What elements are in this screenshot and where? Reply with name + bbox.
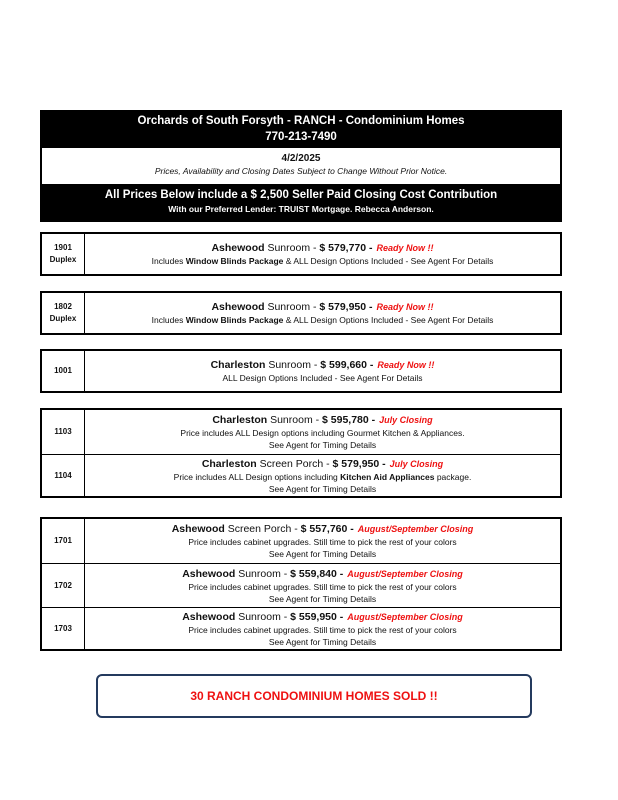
header-block bbox=[40, 110, 562, 222]
desc-text: package. bbox=[434, 471, 472, 482]
listing-price: $ 579,950 - bbox=[329, 457, 386, 470]
listing-title bbox=[85, 610, 560, 624]
home-style: Sunroom - bbox=[265, 359, 318, 371]
unit-id: 1802 bbox=[54, 302, 72, 311]
unit-id: 1702 bbox=[54, 580, 72, 590]
listing-row bbox=[42, 234, 560, 274]
listing-row bbox=[42, 410, 560, 454]
agent-note: See Agent for Timing Details bbox=[268, 549, 377, 559]
model-name: Charleston bbox=[212, 414, 268, 426]
unit-type: Duplex bbox=[49, 255, 77, 264]
listing-row bbox=[42, 607, 560, 650]
listing-price: $ 559,840 - bbox=[287, 567, 344, 580]
availability-status: July Closing bbox=[379, 415, 433, 425]
listing-description: Price includes cabinet upgrades. Still time to pick the rest of your colors bbox=[188, 537, 457, 547]
availability-status: Ready Now !! bbox=[377, 360, 435, 370]
listing-row bbox=[42, 293, 560, 333]
listing-row bbox=[42, 454, 560, 496]
listing-group bbox=[40, 232, 562, 276]
header-promo-band bbox=[42, 184, 560, 220]
listing-row bbox=[42, 563, 560, 607]
desc-highlight: Window Blinds Package bbox=[185, 315, 284, 325]
home-style: Screen Porch - bbox=[256, 457, 330, 470]
unit-id: 1104 bbox=[54, 470, 72, 480]
availability-status: August/September Closing bbox=[347, 612, 463, 622]
availability-status: August/September Closing bbox=[357, 524, 474, 534]
agent-note: See Agent for Timing Details bbox=[268, 483, 377, 494]
unit-number bbox=[42, 293, 85, 333]
listing-row bbox=[42, 351, 560, 391]
change-notice: Prices, Availability and Closing Dates Subject to Change Without Prior Notice. bbox=[154, 166, 448, 176]
unit-number bbox=[42, 410, 85, 454]
availability-status: Ready Now !! bbox=[376, 302, 434, 312]
listing-group bbox=[40, 291, 562, 335]
listing-group bbox=[40, 517, 562, 651]
unit-id: 1103 bbox=[54, 427, 72, 436]
desc-text: Price includes ALL Design options including bbox=[173, 471, 341, 482]
community-title: Orchards of South Forsyth - RANCH - Condominium Homes bbox=[137, 115, 465, 127]
unit-number bbox=[42, 519, 85, 563]
unit-id: 1901 bbox=[54, 243, 72, 252]
listing-detail bbox=[85, 234, 560, 274]
unit-number bbox=[42, 455, 85, 496]
listing-detail bbox=[85, 351, 560, 391]
listing-price: $ 599,660 - bbox=[317, 359, 374, 371]
desc-text: ALL Design Options Included - See Agent For Details bbox=[222, 373, 423, 383]
unit-type: Duplex bbox=[49, 314, 77, 323]
listing-detail bbox=[85, 519, 560, 563]
homes-sold-banner: 30 RANCH CONDOMINIUM HOMES SOLD !! bbox=[96, 674, 532, 718]
listing-detail bbox=[85, 455, 560, 496]
listing-description: Price includes ALL Design options including Gourmet Kitchen & Appliances. bbox=[180, 428, 465, 438]
listing-title bbox=[85, 413, 560, 427]
availability-status: July Closing bbox=[389, 458, 444, 469]
listing-description bbox=[85, 255, 560, 267]
agent-note: See Agent for Timing Details bbox=[268, 440, 377, 450]
header-title-band bbox=[42, 112, 560, 148]
desc-highlight: Window Blinds Package bbox=[185, 256, 284, 266]
agent-note: See Agent for Timing Details bbox=[268, 593, 377, 604]
listing-price: $ 595,780 - bbox=[319, 414, 376, 426]
listing-price: $ 559,950 - bbox=[287, 611, 344, 623]
listing-title bbox=[85, 358, 560, 372]
listing-row bbox=[42, 519, 560, 563]
desc-text: Includes bbox=[151, 256, 186, 266]
listing-detail bbox=[85, 410, 560, 454]
home-style: Sunroom - bbox=[235, 567, 288, 580]
availability-status: August/September Closing bbox=[347, 568, 463, 579]
listing-description bbox=[85, 372, 560, 384]
unit-id: 1701 bbox=[54, 536, 72, 545]
listing-group bbox=[40, 349, 562, 393]
model-name: Ashewood bbox=[171, 523, 225, 535]
phone-number: 770-213-7490 bbox=[265, 131, 337, 143]
home-style: Sunroom - bbox=[267, 414, 320, 426]
unit-number bbox=[42, 608, 85, 650]
model-name: Ashewood bbox=[182, 611, 236, 623]
price-date: 4/2/2025 bbox=[281, 153, 321, 164]
desc-text: Includes bbox=[151, 315, 186, 325]
unit-number bbox=[42, 564, 85, 607]
desc-text: & ALL Design Options Included - See Agent For Details bbox=[283, 256, 494, 266]
agent-note: See Agent for Timing Details bbox=[268, 637, 377, 647]
listing-title bbox=[85, 522, 560, 536]
home-style: Sunroom - bbox=[264, 242, 317, 254]
home-style: Sunroom - bbox=[264, 301, 317, 313]
listing-price: $ 557,760 - bbox=[297, 523, 354, 535]
desc-highlight: Kitchen Aid Appliances bbox=[340, 471, 435, 482]
listing-price: $ 579,770 - bbox=[316, 242, 373, 254]
model-name: Charleston bbox=[201, 457, 257, 470]
unit-number bbox=[42, 351, 85, 391]
listing-group bbox=[40, 408, 562, 498]
listing-price: $ 579,950 - bbox=[316, 301, 373, 313]
home-style: Sunroom - bbox=[235, 611, 288, 623]
listing-detail bbox=[85, 608, 560, 650]
unit-number bbox=[42, 234, 85, 274]
listing-detail bbox=[85, 293, 560, 333]
availability-status: Ready Now !! bbox=[376, 243, 434, 253]
closing-cost-promo: All Prices Below include a $ 2,500 Seller Paid Closing Cost Contribution bbox=[104, 189, 498, 201]
unit-id: 1703 bbox=[54, 624, 72, 633]
model-name: Ashewood bbox=[182, 567, 236, 580]
header-date-band bbox=[42, 148, 560, 184]
model-name: Ashewood bbox=[211, 301, 265, 313]
model-name: Ashewood bbox=[211, 242, 265, 254]
preferred-lender: With our Preferred Lender: TRUIST Mortgage. Rebecca Anderson. bbox=[168, 204, 434, 214]
desc-text: & ALL Design Options Included - See Agent For Details bbox=[283, 315, 494, 325]
listing-description bbox=[85, 471, 560, 483]
listing-title bbox=[85, 457, 560, 471]
home-style: Screen Porch - bbox=[224, 523, 298, 535]
listing-description: Price includes cabinet upgrades. Still time to pick the rest of your colors bbox=[188, 581, 457, 592]
listing-detail bbox=[85, 564, 560, 607]
unit-id: 1001 bbox=[54, 366, 72, 375]
listing-title bbox=[85, 300, 560, 314]
listing-title bbox=[85, 241, 560, 255]
listing-description bbox=[85, 314, 560, 326]
listing-description: Price includes cabinet upgrades. Still time to pick the rest of your colors bbox=[188, 625, 457, 635]
model-name: Charleston bbox=[210, 359, 266, 371]
listing-title bbox=[85, 567, 560, 581]
